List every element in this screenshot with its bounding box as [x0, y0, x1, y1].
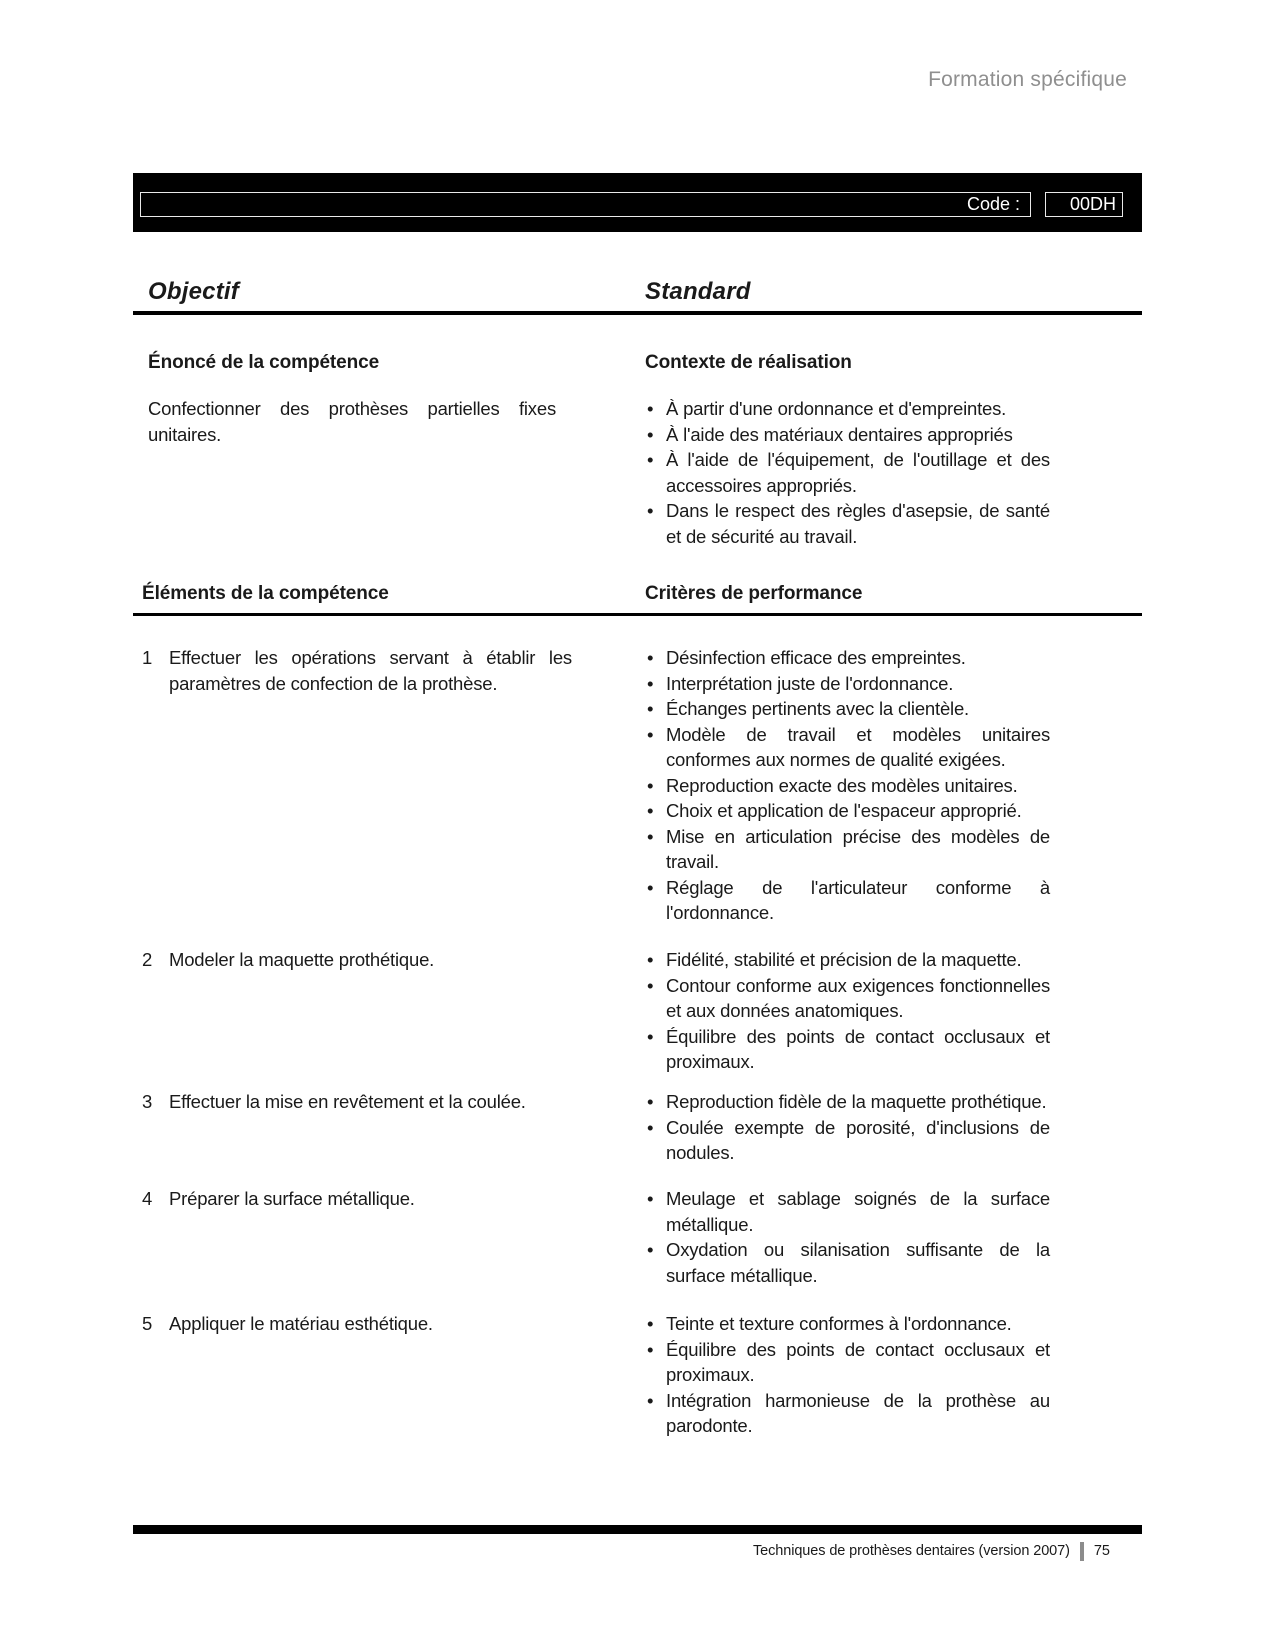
element-4: [142, 1186, 578, 1212]
contexte-item: • Dans le respect des règles d'asepsie, de santé et de sécurité au travail.: [645, 498, 1050, 549]
element-5-text: Appliquer le matériau esthétique.: [169, 1313, 433, 1334]
element-1-text: Effectuer les opérations servant à établir les paramètres de confection de la prothèse.: [169, 647, 572, 694]
criteria-item: • Équilibre des points de contact occlusaux et proximaux.: [645, 1024, 1050, 1075]
divider-rule-top: [133, 311, 1142, 315]
criteria-list-4: [645, 1186, 1050, 1288]
contexte-list: [645, 396, 1050, 549]
criteria-item: • Teinte et texture conformes à l'ordonnance.: [645, 1311, 1050, 1337]
criteria-cell-2: [645, 947, 1065, 1075]
criteria-list-1: [645, 645, 1050, 926]
criteria-item: • Reproduction exacte des modèles unitaires.: [645, 773, 1050, 799]
code-bar: [133, 173, 1142, 232]
criteria-item: • Mise en articulation précise des modèles de travail.: [645, 824, 1050, 875]
divider-rule-elements: [133, 613, 1142, 616]
criteria-item: • Équilibre des points de contact occlusaux et proximaux.: [645, 1337, 1050, 1388]
enonce-body-cell: [148, 396, 578, 447]
criteria-item: • Meulage et sablage soignés de la surface métallique.: [645, 1186, 1050, 1237]
enonce-heading: Énoncé de la compétence: [148, 352, 380, 373]
footer: [133, 1539, 1142, 1563]
criteria-item: • Reproduction fidèle de la maquette prothétique.: [645, 1089, 1050, 1115]
footer-text: Techniques de prothèses dentaires (version 2007): [753, 1543, 1070, 1559]
footer-page-number: 75: [1093, 1543, 1110, 1559]
element-5-number: 5: [142, 1313, 153, 1334]
element-3: [142, 1089, 578, 1115]
element-4-number: 4: [142, 1188, 153, 1209]
criteria-cell-5: [645, 1311, 1065, 1439]
contexte-list-cell: [645, 396, 1065, 549]
running-head: Formation spécifique: [928, 68, 1127, 91]
criteria-cell-1: [645, 645, 1065, 926]
criteria-cell-3: [645, 1089, 1065, 1166]
criteria-item: • Désinfection efficace des empreintes.: [645, 645, 1050, 671]
element-4-text: Préparer la surface métallique.: [169, 1188, 415, 1209]
footer-separator: [1080, 1542, 1084, 1561]
contexte-item: • À l'aide des matériaux dentaires appropriés: [645, 422, 1050, 448]
column-title-standard: Standard: [645, 278, 751, 305]
criteria-item: • Intégration harmonieuse de la prothèse au parodonte.: [645, 1388, 1050, 1439]
criteria-item: • Coulée exempte de porosité, d'inclusions de nodules.: [645, 1115, 1050, 1166]
contexte-item: • À partir d'une ordonnance et d'empreintes.: [645, 396, 1050, 422]
criteria-item: • Contour conforme aux exigences fonctionnelles et aux données anatomiques.: [645, 973, 1050, 1024]
criteria-item: • Interprétation juste de l'ordonnance.: [645, 671, 1050, 697]
contexte-item: • À l'aide de l'équipement, de l'outillage et des accessoires appropriés.: [645, 447, 1050, 498]
criteria-item: • Choix et application de l'espaceur approprié.: [645, 798, 1050, 824]
footer-rule: [133, 1525, 1142, 1534]
code-value-cell: [1045, 192, 1123, 217]
criteria-item: • Modèle de travail et modèles unitaires conformes aux normes de qualité exigées.: [645, 722, 1050, 773]
code-label: Code :: [966, 194, 1020, 214]
criteria-item: • Échanges pertinents avec la clientèle.: [645, 696, 1050, 722]
element-2-number: 2: [142, 949, 153, 970]
contexte-heading: Contexte de réalisation: [645, 352, 852, 373]
criteria-cell-4: [645, 1186, 1065, 1288]
element-3-number: 3: [142, 1091, 153, 1112]
criteria-list-5: [645, 1311, 1050, 1439]
criteria-list-3: [645, 1089, 1050, 1166]
enonce-body: Confectionner des prothèses partielles fixes unitaires.: [148, 398, 556, 445]
criteria-item: • Oxydation ou silanisation suffisante de la surface métallique.: [645, 1237, 1050, 1288]
criteria-list-2: [645, 947, 1050, 1075]
element-1-number: 1: [142, 647, 153, 668]
criteria-item: • Réglage de l'articulateur conforme à l'ordonnance.: [645, 875, 1050, 926]
code-value: 00DH: [1069, 194, 1116, 214]
element-5: [142, 1311, 578, 1337]
element-1: [142, 645, 578, 696]
criteres-heading: Critères de performance: [645, 583, 863, 604]
element-2-text: Modeler la maquette prothétique.: [169, 949, 435, 970]
code-row: [140, 192, 1135, 217]
element-2: [142, 947, 578, 973]
column-title-objectif: Objectif: [148, 278, 239, 305]
element-3-text: Effectuer la mise en revêtement et la coulée.: [169, 1091, 526, 1112]
code-label-cell: [140, 192, 1031, 217]
elements-heading: Éléments de la compétence: [142, 583, 389, 604]
criteria-item: • Fidélité, stabilité et précision de la maquette.: [645, 947, 1050, 973]
